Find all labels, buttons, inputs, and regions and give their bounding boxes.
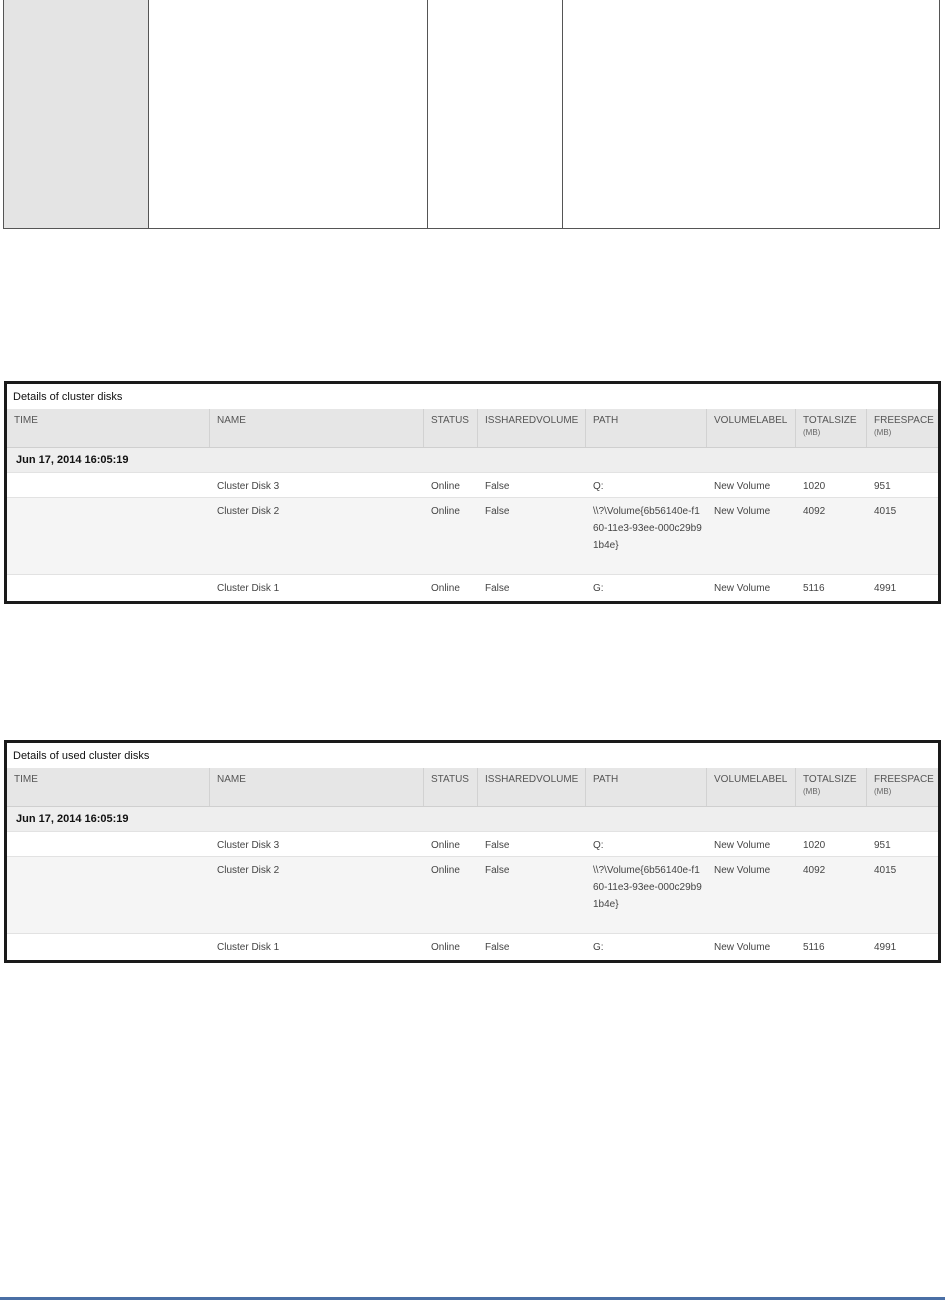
timestamp: Jun 17, 2014 16:05:19 <box>16 813 129 825</box>
panel-title: Details of used cluster disks <box>7 743 938 768</box>
used-cluster-disks-panel <box>4 740 941 963</box>
cluster-disks-table <box>7 409 938 601</box>
column-header-freespace-label: FREESPACE <box>874 774 934 785</box>
table-row <box>7 857 938 934</box>
cell-status: Online <box>431 942 460 953</box>
column-header-name[interactable]: NAME <box>210 768 424 806</box>
column-header-isshared[interactable]: ISSHAREDVOLUME <box>478 409 586 447</box>
cell-isshared: False <box>485 583 510 594</box>
panel-title: Details of cluster disks <box>7 384 938 409</box>
cell-time <box>7 832 210 856</box>
cell-totalsize: 5116 <box>803 583 825 594</box>
cell-isshared: False <box>485 942 510 953</box>
cell-volumelabel: New Volume <box>714 865 771 876</box>
cell-freespace: 4015 <box>874 865 897 876</box>
cell-time <box>7 857 210 933</box>
cell-totalsize: 1020 <box>803 481 826 492</box>
cell-path: \\?\Volume{6b56140e-f160-11e3-93ee-000c29b91b4e} <box>593 506 702 551</box>
cell-time <box>7 575 210 601</box>
column-header-time[interactable]: TIME <box>7 768 210 806</box>
table-cell <box>427 0 562 228</box>
cell-name: Cluster Disk 3 <box>217 481 280 492</box>
cell-status: Online <box>431 506 460 517</box>
table-row <box>7 473 938 498</box>
column-header-volumelabel[interactable]: VOLUMELABEL <box>707 768 796 806</box>
cell-freespace: 951 <box>874 840 891 851</box>
column-header-isshared[interactable]: ISSHAREDVOLUME <box>478 768 586 806</box>
table-header-row <box>7 409 938 448</box>
column-header-freespace-unit: (MB) <box>874 428 892 437</box>
table-row <box>7 498 938 575</box>
column-header-totalsize-label: TOTALSIZE <box>803 415 857 426</box>
timestamp-group-row <box>7 807 938 832</box>
column-header-totalsize-unit: (MB) <box>803 428 821 437</box>
table-row <box>7 832 938 857</box>
timestamp: Jun 17, 2014 16:05:19 <box>16 454 129 466</box>
table-cell <box>562 0 939 228</box>
cell-totalsize: 5116 <box>803 942 825 953</box>
column-header-totalsize[interactable] <box>796 409 867 447</box>
column-header-freespace-label: FREESPACE <box>874 415 934 426</box>
table-row <box>7 575 938 601</box>
column-header-status[interactable]: STATUS <box>424 409 478 447</box>
table-header-row <box>7 768 938 807</box>
column-header-totalsize-label: TOTALSIZE <box>803 774 857 785</box>
cell-volumelabel: New Volume <box>714 942 771 953</box>
table-cell <box>148 0 427 228</box>
cell-name: Cluster Disk 1 <box>217 942 280 953</box>
cell-isshared: False <box>485 840 510 851</box>
used-cluster-disks-table <box>7 768 938 960</box>
cell-isshared: False <box>485 481 510 492</box>
cell-status: Online <box>431 840 460 851</box>
cell-path: G: <box>593 942 604 953</box>
cell-freespace: 4991 <box>874 583 897 594</box>
cell-time <box>7 934 210 960</box>
column-header-volumelabel[interactable]: VOLUMELABEL <box>707 409 796 447</box>
column-header-totalsize-unit: (MB) <box>803 787 821 796</box>
column-header-freespace[interactable] <box>867 409 938 447</box>
cell-isshared: False <box>485 506 510 517</box>
column-header-freespace[interactable] <box>867 768 938 806</box>
top-table-fragment <box>3 0 940 229</box>
column-header-name[interactable]: NAME <box>210 409 424 447</box>
cell-totalsize: 4092 <box>803 865 826 876</box>
cell-totalsize: 4092 <box>803 506 826 517</box>
cell-volumelabel: New Volume <box>714 583 771 594</box>
cell-volumelabel: New Volume <box>714 506 771 517</box>
cell-freespace: 951 <box>874 481 891 492</box>
cell-time <box>7 498 210 574</box>
cell-freespace: 4991 <box>874 942 897 953</box>
column-header-freespace-unit: (MB) <box>874 787 892 796</box>
cell-status: Online <box>431 583 460 594</box>
cell-path: G: <box>593 583 604 594</box>
cell-totalsize: 1020 <box>803 840 826 851</box>
cell-freespace: 4015 <box>874 506 897 517</box>
cell-time <box>7 473 210 497</box>
cell-isshared: False <box>485 865 510 876</box>
column-header-totalsize[interactable] <box>796 768 867 806</box>
cell-path: \\?\Volume{6b56140e-f160-11e3-93ee-000c29b91b4e} <box>593 865 702 910</box>
cell-status: Online <box>431 481 460 492</box>
cell-name: Cluster Disk 2 <box>217 865 280 876</box>
cell-path: Q: <box>593 840 604 851</box>
cell-name: Cluster Disk 3 <box>217 840 280 851</box>
timestamp-group-row <box>7 448 938 473</box>
cell-path: Q: <box>593 481 604 492</box>
cluster-disks-panel <box>4 381 941 604</box>
cell-volumelabel: New Volume <box>714 840 771 851</box>
cell-status: Online <box>431 865 460 876</box>
cell-name: Cluster Disk 2 <box>217 506 280 517</box>
cell-volumelabel: New Volume <box>714 481 771 492</box>
table-row <box>7 934 938 960</box>
column-header-path[interactable]: PATH <box>586 409 707 447</box>
cell-name: Cluster Disk 1 <box>217 583 280 594</box>
column-header-status[interactable]: STATUS <box>424 768 478 806</box>
column-header-path[interactable]: PATH <box>586 768 707 806</box>
column-header-time[interactable]: TIME <box>7 409 210 447</box>
table-cell <box>4 0 148 228</box>
